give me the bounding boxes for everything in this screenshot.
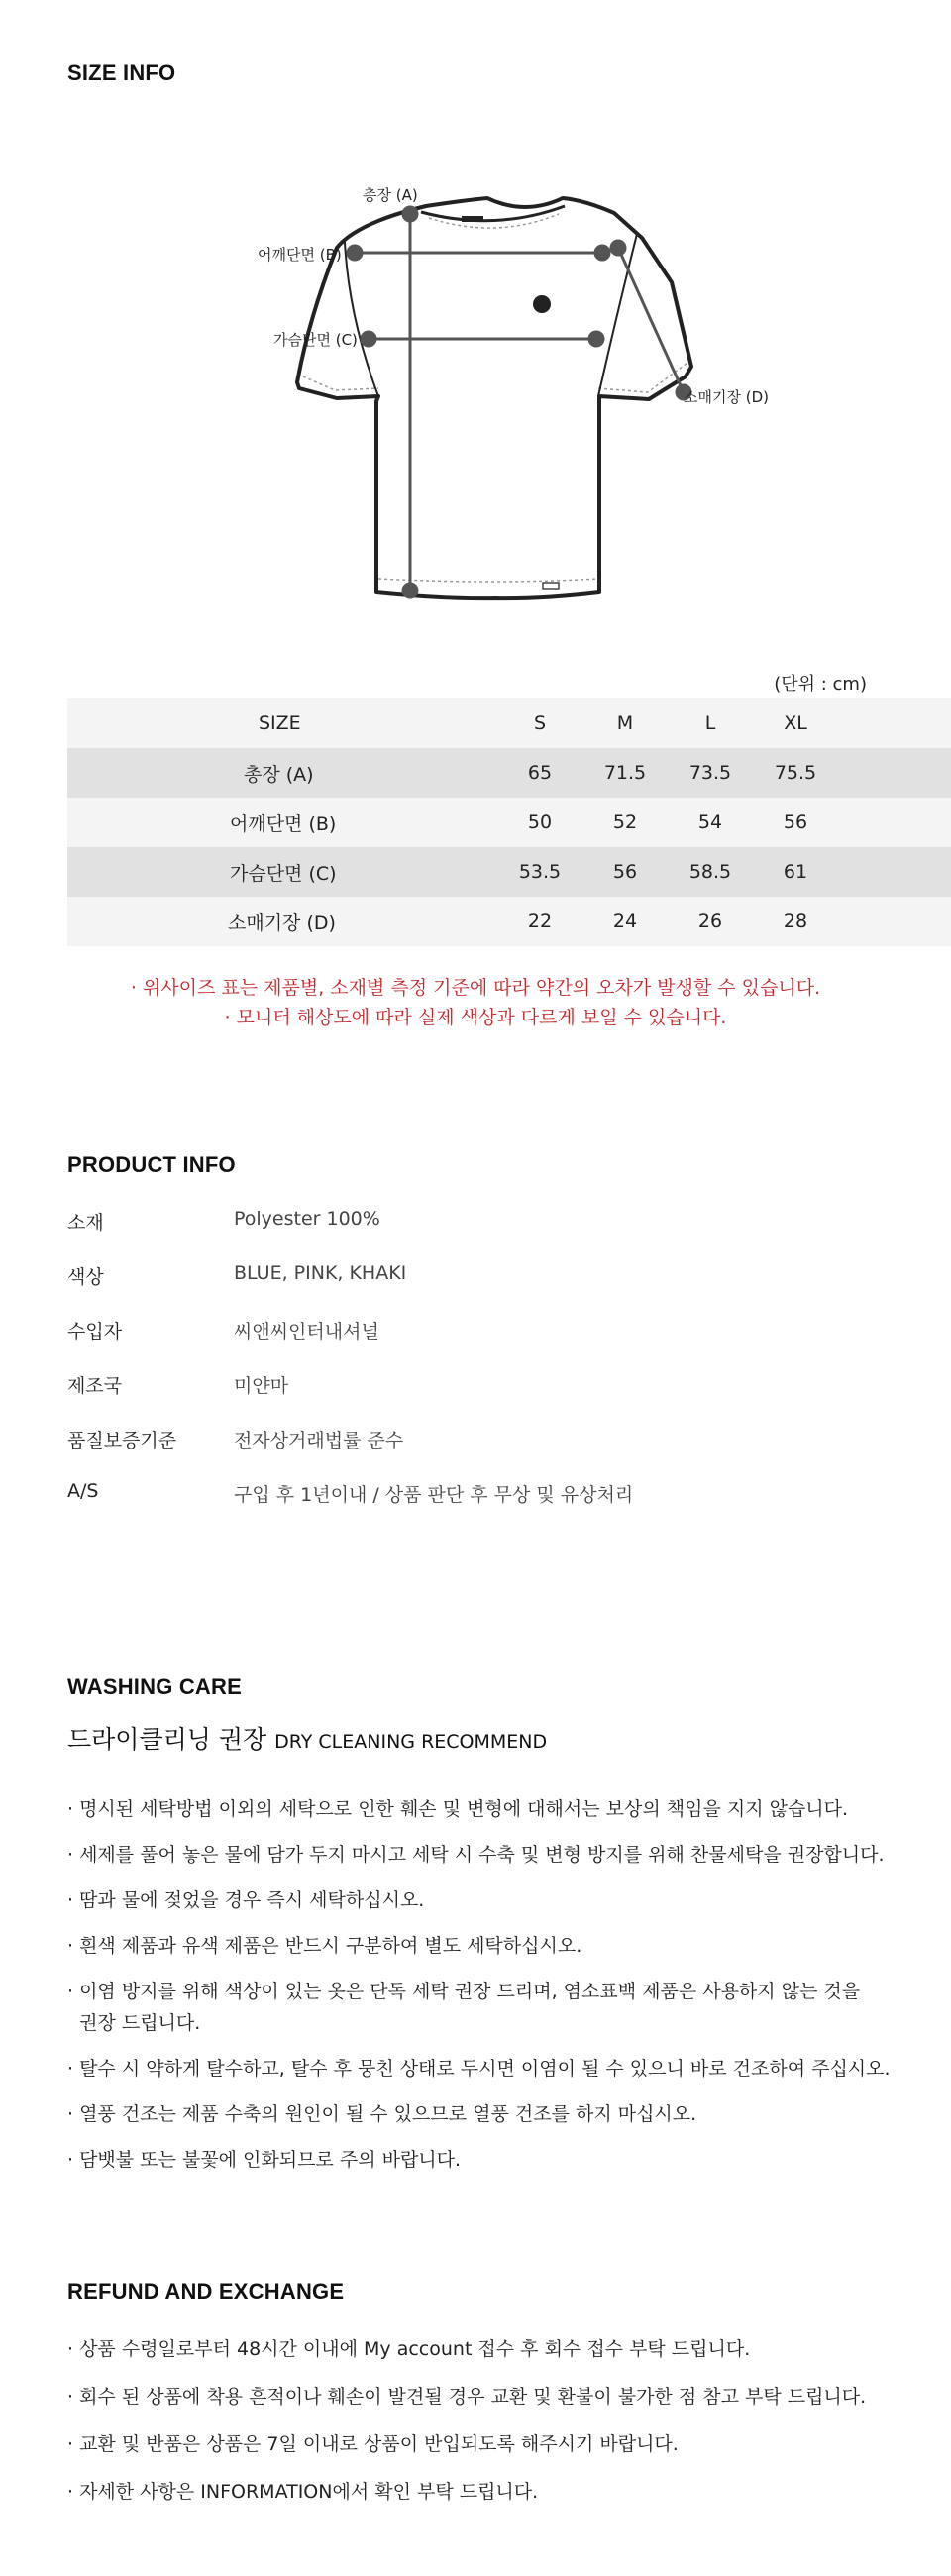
table-cell: 53.5 (497, 847, 582, 897)
table-row (67, 897, 951, 946)
table-cell: 65 (497, 748, 582, 798)
washing-care-item: · 땀과 물에 젖었을 경우 즉시 세탁하십시오. (67, 1889, 425, 1911)
washing-care-item: · 열풍 건조는 제품 수축의 원인이 될 수 있으므로 열풍 건조를 하지 마십시오. (67, 2103, 697, 2125)
subtitle-en: DRY CLEANING RECOMMEND (274, 1731, 548, 1753)
table-row (67, 748, 951, 798)
table-cell: 50 (497, 798, 582, 847)
table-header-cell: XL (753, 698, 838, 748)
table-cell: 56 (753, 798, 838, 847)
label-chest: 가슴단면 (C) (273, 331, 358, 349)
sleeve-point-top (611, 241, 625, 255)
table-cell: 58.5 (668, 847, 753, 897)
table-pad-cell (838, 798, 951, 847)
size-table (67, 698, 951, 946)
chest-point-right (589, 332, 603, 346)
product-info-heading: PRODUCT INFO (67, 1152, 236, 1177)
table-cell: 소매기장 (D) (67, 897, 497, 946)
table-cell: 52 (582, 798, 668, 847)
refund-item: · 교환 및 반품은 상품은 7일 이내로 상품이 반입되도록 해주시기 바랍니다. (67, 2433, 679, 2455)
washing-care-item: · 명시된 세탁방법 이외의 세탁으로 인한 훼손 및 변형에 대해서는 보상의 책임을 지지 않습니다. (67, 1798, 849, 1820)
refund-item: · 자세한 사항은 INFORMATION에서 확인 부탁 드립니다. (67, 2481, 539, 2503)
washing-care-heading: WASHING CARE (67, 1674, 242, 1699)
product-info-value: BLUE, PINK, KHAKI (234, 1262, 407, 1284)
refund-item: · 회수 된 상품에 착용 흔적이나 훼손이 발견될 경우 교환 및 환불이 불가한 점 참고 부탁 드립니다. (67, 2386, 867, 2408)
shoulder-point-right (595, 246, 609, 260)
washing-care-item: · 이염 방지를 위해 색상이 있는 옷은 단독 세탁 권장 드리며, 염소표백 제품은 사용하지 않는 것을 권장 드립니다. (67, 1981, 861, 2034)
table-cell: 가슴단면 (C) (67, 847, 497, 897)
chest-logo-icon (533, 295, 551, 313)
table-cell: 73.5 (668, 748, 753, 798)
hem-tag-icon (543, 583, 559, 589)
product-info-label: 제조국 (67, 1375, 123, 1397)
table-header-cell: S (497, 698, 582, 748)
table-cell: 28 (753, 897, 838, 946)
tshirt-measurement-diagram (248, 168, 802, 604)
shoulder-point-left (348, 246, 362, 260)
washing-care-subtitle (67, 1720, 547, 1756)
product-info-value: 미얀마 (234, 1375, 289, 1397)
refund-item: · 상품 수령일로부터 48시간 이내에 My account 접수 후 회수 접수 부탁 드립니다. (67, 2338, 751, 2360)
refund-heading: REFUND AND EXCHANGE (67, 2279, 345, 2304)
chest-point-left (362, 332, 375, 346)
length-point-top (403, 207, 417, 221)
table-cell: 56 (582, 847, 668, 897)
product-info-value: Polyester 100% (234, 1208, 380, 1230)
product-info-label: 색상 (67, 1266, 104, 1288)
neck-label-icon (462, 216, 483, 222)
product-info-label: 수입자 (67, 1321, 123, 1342)
table-cell: 22 (497, 897, 582, 946)
table-cell: 총장 (A) (67, 748, 497, 798)
label-shoulder: 어깨단면 (B) (258, 246, 342, 264)
size-note-1: · 위사이즈 표는 제품별, 소재별 측정 기준에 따라 약간의 오차가 발생할 수 있습니다. (130, 977, 821, 999)
label-sleeve: 소매기장 (D) (684, 388, 769, 406)
product-info-value: 전자상거래법률 준수 (234, 1430, 404, 1451)
table-header-cell: M (582, 698, 668, 748)
unit-label: (단위 : cm) (774, 674, 867, 695)
table-header-cell: SIZE (67, 698, 497, 748)
table-cell: 54 (668, 798, 753, 847)
table-pad-cell (838, 698, 951, 748)
product-info-value: 씨앤씨인터내셔널 (234, 1321, 379, 1342)
table-row (67, 847, 951, 897)
product-info-label: 소재 (67, 1212, 104, 1234)
size-info-heading: SIZE INFO (67, 60, 176, 85)
table-header-cell: L (668, 698, 753, 748)
table-cell: 24 (582, 897, 668, 946)
table-header-row (67, 698, 951, 748)
product-info-label: 품질보증기준 (67, 1430, 177, 1451)
washing-care-item: · 세제를 풀어 놓은 물에 담가 두지 마시고 세탁 시 수축 및 변형 방지를 위해 찬물세탁을 권장합니다. (67, 1844, 885, 1866)
table-cell: 61 (753, 847, 838, 897)
washing-care-item: · 흰색 제품과 유색 제품은 반드시 구분하여 별도 세탁하십시오. (67, 1935, 582, 1957)
table-pad-cell (838, 847, 951, 897)
table-row (67, 798, 951, 847)
washing-care-item: · 탈수 시 약하게 탈수하고, 탈수 후 뭉친 상태로 두시면 이염이 될 수 있으니 바로 건조하여 주십시오. (67, 2058, 891, 2080)
product-info-label: A/S (67, 1480, 99, 1502)
table-cell: 75.5 (753, 748, 838, 798)
table-cell: 26 (668, 897, 753, 946)
size-note-2: · 모니터 해상도에 따라 실제 색상과 다르게 보일 수 있습니다. (224, 1007, 727, 1028)
table-cell: 어깨단면 (B) (67, 798, 497, 847)
label-length: 총장 (A) (363, 186, 418, 204)
table-pad-cell (838, 897, 951, 946)
length-point-bottom (403, 584, 417, 597)
subtitle-ko: 드라이클리닝 권장 (67, 1725, 267, 1754)
washing-care-item: · 담뱃불 또는 불꽃에 인화되므로 주의 바랍니다. (67, 2149, 462, 2171)
table-pad-cell (838, 748, 951, 798)
product-info-value: 구입 후 1년이내 / 상품 판단 후 무상 및 유상처리 (234, 1484, 634, 1506)
table-cell: 71.5 (582, 748, 668, 798)
